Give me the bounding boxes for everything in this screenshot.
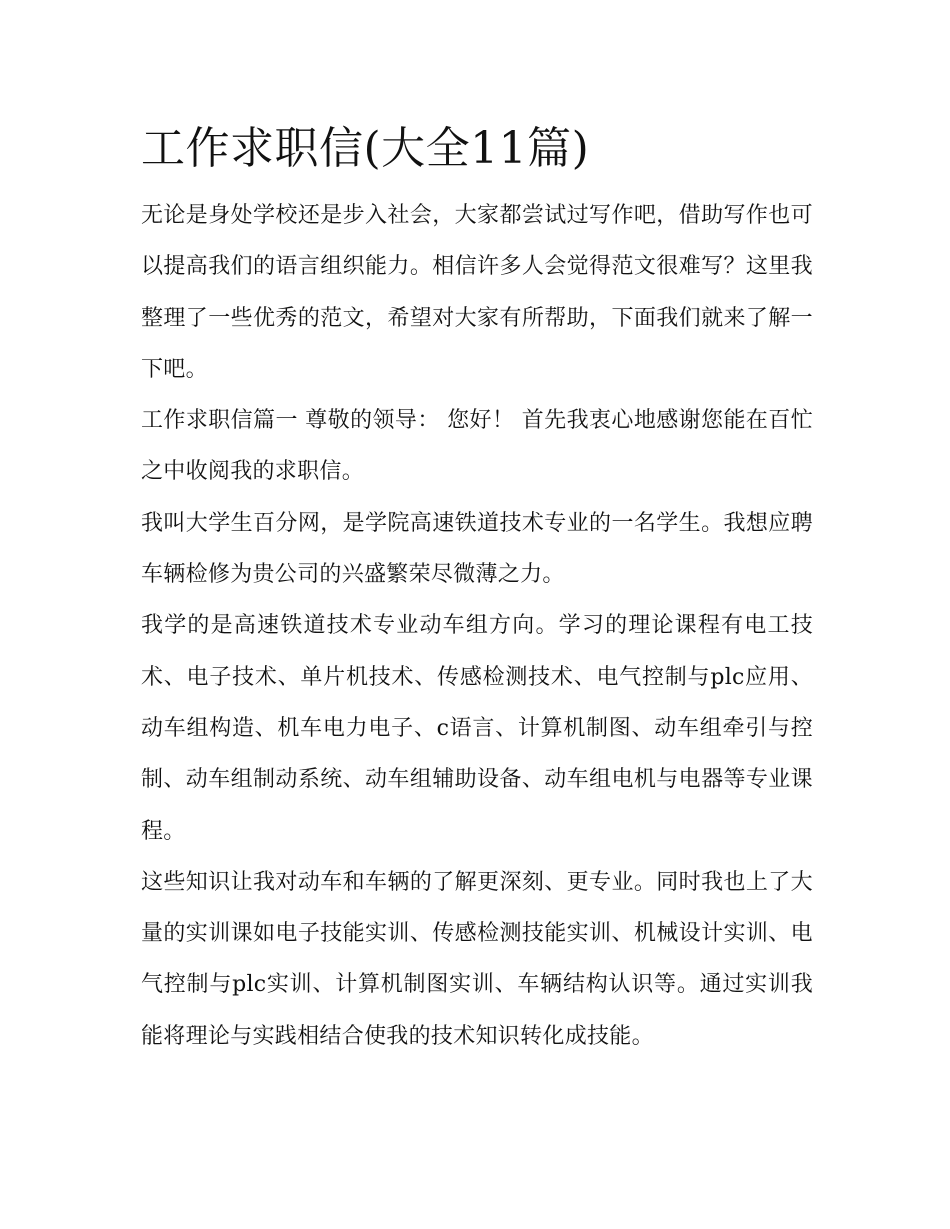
paragraph-greeting: 工作求职信篇一 尊敬的领导： 您好！ 首先我衷心地感谢您能在百忙之中收阅我的求职信。 xyxy=(141,408,813,485)
paragraph-self-introduction: 我叫大学生百分网，是学院高速铁道技术专业的一名学生。我想应聘车辆检修为贵公司的兴盛繁荣尽微薄之力。 xyxy=(141,510,813,588)
paragraph-courses: 我学的是高速铁道技术专业动车组方向。学习的理论课程有电工技术、电子技术、单片机技术、传感检测技术、电气控制与plc应用、动车组构造、机车电力电子、c语言、计算机制图、动车组牵引与控制、动车组制动系统、动车组辅助设备、动车组电机与电器等专业课程。 xyxy=(141,613,813,844)
document-title: 工作求职信(大全11篇) xyxy=(141,123,590,174)
paragraph-training: 这些知识让我对动车和车辆的了解更深刻、更专业。同时我也上了大量的实训课如电子技能实训、传感检测技能实训、机械设计实训、电气控制与plc实训、计算机制图实训、车辆结构认识等。通过实训我能将理论与实践相结合使我的技术知识转化成技能。 xyxy=(141,869,813,1049)
document-body xyxy=(141,118,813,1062)
paragraph-intro: 无论是身处学校还是步入社会，大家都尝试过写作吧，借助写作也可以提高我们的语言组织能力。相信许多人会觉得范文很难写？这里我整理了一些优秀的范文，希望对大家有所帮助，下面我们就来了解一下吧。 xyxy=(141,203,813,382)
